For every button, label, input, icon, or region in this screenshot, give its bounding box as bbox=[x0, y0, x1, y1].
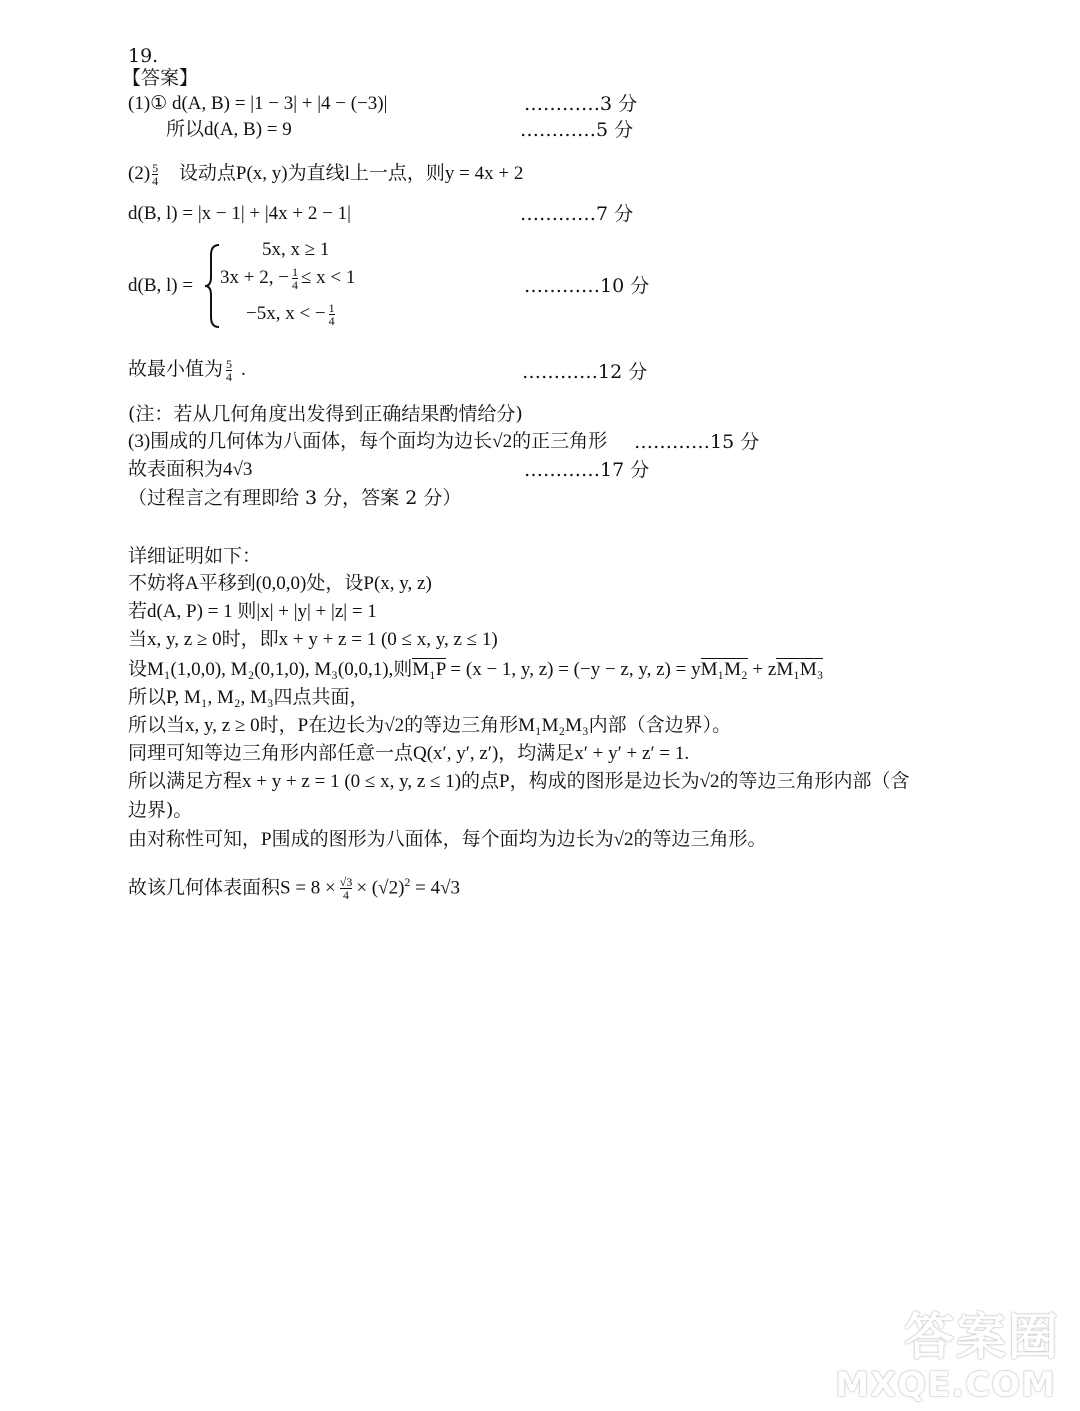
proof-line-5: 所以P, M₁, M₂, M₃四点共面， bbox=[128, 687, 369, 708]
part2-frac-den: 4 bbox=[152, 174, 159, 189]
part3-grading: （过程言之有理即给 3 分，答案 2 分） bbox=[128, 487, 462, 509]
proof-line-11-a: 故该几何体表面积S = 8 × bbox=[128, 877, 336, 899]
part2-dist-line: d(B, l) = |x − 1| + |4x + 2 − 1| bbox=[128, 203, 351, 224]
proof-line-6: 所以当x, y, z ≥ 0时，P在边长为√2的等边三角形M₁M₂M₃内部（含边界）。 bbox=[128, 715, 732, 736]
part2-prefix: (2) bbox=[128, 163, 151, 184]
proof-line-11-b: × (√2) bbox=[356, 877, 405, 899]
question-number: 19. bbox=[128, 45, 159, 67]
part2-fraction bbox=[152, 162, 158, 187]
part3-line2-points: …………17 分 bbox=[524, 459, 650, 481]
min-value-line bbox=[128, 358, 246, 383]
piece-3-den: 4 bbox=[328, 314, 335, 329]
min-den: 4 bbox=[226, 370, 233, 385]
proof-line-4-c: + z bbox=[747, 659, 777, 680]
part2-intro-text: 设动点P(x, y)为直线l上一点，则y = 4x + 2 bbox=[178, 163, 524, 184]
proof-line-4-b: = (x − 1, y, z) = (−y − z, y, z) = y bbox=[445, 659, 701, 680]
proof-line-4-a: 设M₁(1,0,0), M₂(0,1,0), M₃(0,0,1),则 bbox=[128, 659, 413, 680]
part1-line1-points: …………3 分 bbox=[524, 93, 638, 115]
min-points: …………12 分 bbox=[522, 361, 648, 383]
proof-line-11 bbox=[128, 870, 460, 901]
piece-2-fraction bbox=[292, 266, 298, 291]
piecewise-points: …………10 分 bbox=[524, 275, 650, 297]
note: (注：若从几何角度出发得到正确结果酌情给分) bbox=[128, 403, 523, 425]
proof-line-8: 所以满足方程x + y + z = 1 (0 ≤ x, y, z ≤ 1)的点P，构成的图形是边长为√2的等边三角形内部（含 bbox=[128, 771, 910, 792]
part1-line2: 所以d(A, B) = 9 bbox=[166, 119, 292, 140]
area-fraction bbox=[340, 876, 353, 901]
proof-line-10: 由对称性可知，P围成的图形为八面体，每个面均为边长为√2的等边三角形。 bbox=[128, 829, 767, 850]
piece-3-a: −5x, x < − bbox=[246, 303, 326, 324]
vector-m1p: M₁P bbox=[412, 659, 446, 680]
piece-2-b: ≤ x < 1 bbox=[300, 267, 356, 288]
part2-frac-num: 5 bbox=[152, 161, 159, 176]
part3-line1: (3)围成的几何体为八面体，每个面均为边长√2的正三角形 bbox=[128, 431, 608, 452]
min-fraction bbox=[226, 358, 232, 383]
part2-dist-points: …………7 分 bbox=[520, 203, 634, 225]
min-num: 5 bbox=[226, 357, 233, 372]
piece-3-num: 1 bbox=[328, 301, 335, 316]
proof-line-9: 边界)。 bbox=[128, 799, 193, 821]
piece-2-a: 3x + 2, − bbox=[220, 267, 289, 288]
part1-line2-points: …………5 分 bbox=[520, 119, 634, 141]
vector-m1m3: M₁M₃ bbox=[776, 659, 824, 680]
proof-title: 详细证明如下： bbox=[128, 545, 262, 567]
piece-3 bbox=[246, 302, 338, 327]
area-frac-den: 4 bbox=[343, 888, 350, 903]
part2-intro bbox=[128, 162, 523, 187]
piece-2-num: 1 bbox=[291, 265, 298, 280]
piece-2-den: 4 bbox=[291, 278, 298, 293]
vector-m1m2: M₁M₂ bbox=[700, 659, 748, 680]
min-suffix: . bbox=[241, 359, 246, 380]
min-text: 故最小值为 bbox=[128, 359, 224, 380]
area-frac-num: √3 bbox=[339, 875, 353, 890]
part3-line1-points: …………15 分 bbox=[634, 431, 760, 453]
proof-line-1: 不妨将A平移到(0,0,0)处，设P(x, y, z) bbox=[128, 573, 432, 594]
piece-3-fraction bbox=[329, 302, 335, 327]
piece-1: 5x, x ≥ 1 bbox=[262, 239, 330, 260]
part3-line2: 故表面积为4√3 bbox=[128, 459, 253, 480]
proof-line-4 bbox=[128, 658, 823, 682]
watermark-logo: 答案圈 bbox=[904, 1308, 1060, 1366]
proof-line-7: 同理可知等边三角形内部任意一点Q(x′, y′, z′)，均满足x′ + y′ + z′ = 1. bbox=[128, 743, 690, 764]
area-exponent: 2 bbox=[404, 875, 411, 889]
proof-line-11-c: = 4√3 bbox=[410, 877, 461, 899]
watermark-url: MXQE.COM bbox=[835, 1365, 1056, 1405]
answer-header: 【答案】 bbox=[122, 67, 199, 89]
piecewise-lhs: d(B, l) = bbox=[128, 275, 194, 296]
proof-line-3: 当x, y, z ≥ 0时，即x + y + z = 1 (0 ≤ x, y, z ≤ 1) bbox=[128, 629, 498, 650]
proof-line-2: 若d(A, P) = 1 则|x| + |y| + |z| = 1 bbox=[128, 601, 377, 622]
part1-line1: (1)① d(A, B) = |1 − 3| + |4 − (−3)| bbox=[128, 93, 388, 114]
piece-2 bbox=[220, 266, 355, 291]
